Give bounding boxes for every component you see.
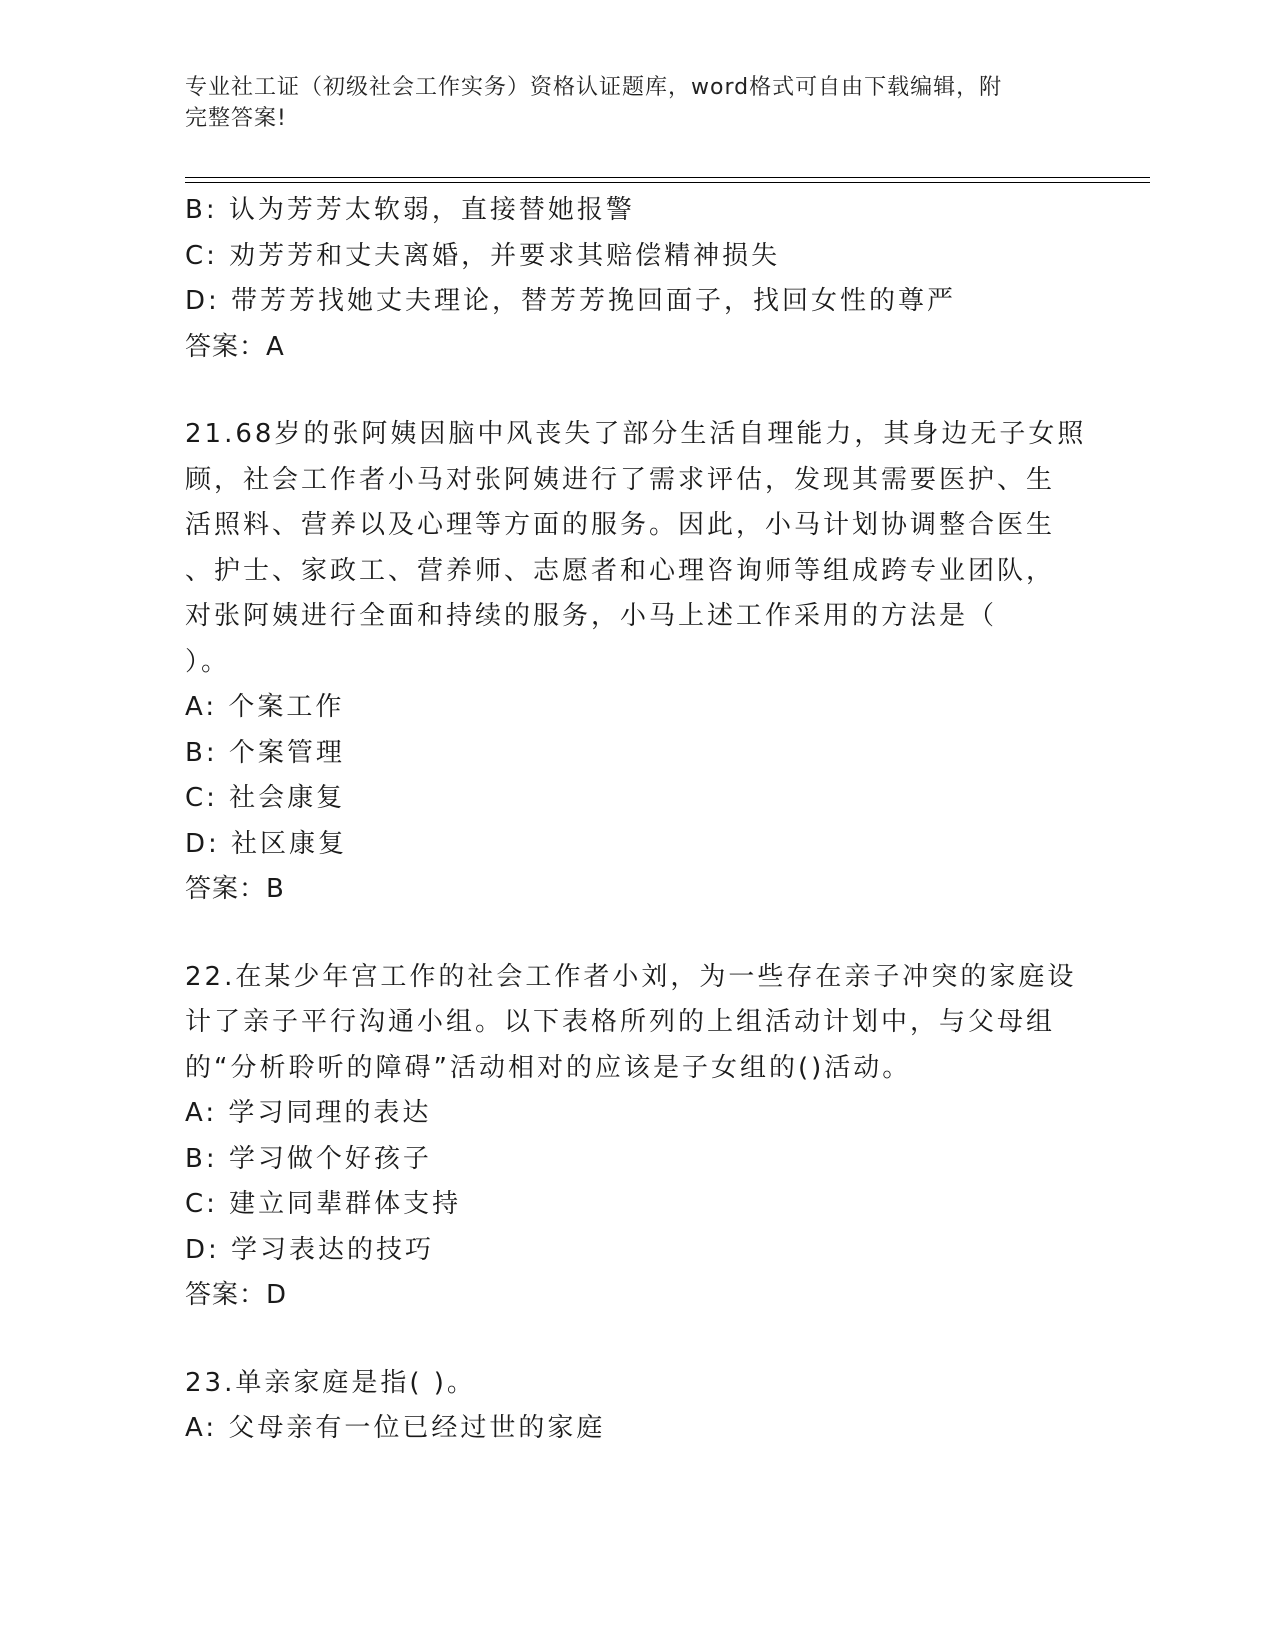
answer: 答案：A [185,331,285,362]
answer: 答案：B [185,874,285,904]
option-b: B: 个案管理 [185,737,345,768]
question-list [185,188,1085,1452]
answer: 答案：D [185,1280,288,1310]
question-stem-line: 活照料、营养以及心理等方面的服务。因此，小马计划协调整合医生 [185,510,1056,540]
question-stem-line: 对张阿姨进行全面和持续的服务，小马上述工作采用的方法是（ [185,601,998,631]
question-stem-line: 、护士、家政工、营养师、志愿者和心理咨询师等组成跨专业团队， [185,555,1056,586]
option-c: C: 劝芳芳和丈夫离婚，并要求其赔偿精神损失 [185,240,781,271]
question-stem-line: 顾，社会工作者小马对张阿姨进行了需求评估，发现其需要医护、生 [185,464,1056,495]
spacer [185,370,1085,412]
question-20 [185,188,1085,370]
option-c: C: 建立同辈群体支持 [185,1189,462,1219]
question-21 [185,412,1085,913]
option-a: A: 个案工作 [185,692,345,722]
page-header [185,72,1065,134]
question-22 [185,955,1085,1319]
question-stem-line: 22.在某少年宫工作的社会工作者小刘，为一些存在亲子冲突的家庭设 [185,961,1077,992]
question-stem-line: 21.68岁的张阿姨因脑中风丧失了部分生活自理能力，其身边无子女照 [185,419,1087,449]
spacer [185,1319,1085,1361]
option-d: D: 社区康复 [185,828,348,859]
option-b: B: 认为芳芳太软弱，直接替她报警 [185,195,635,225]
spacer [185,913,1085,955]
header-line-1: 专业社工证（初级社会工作实务）资格认证题库，word格式可自由下载编辑，附 [185,75,1003,100]
question-stem-line: 的“分析聆听的障碍”活动相对的应该是子女组的()活动。 [185,1052,912,1083]
question-stem-line: ）。 [185,646,231,677]
question-stem-line: 计了亲子平行沟通小组。以下表格所列的上组活动计划中，与父母组 [185,1007,1056,1037]
option-d: D: 学习表达的技巧 [185,1234,435,1265]
question-stem-line: 23.单亲家庭是指( )。 [185,1367,476,1398]
option-a: A: 父母亲有一位已经过世的家庭 [185,1413,606,1443]
question-23 [185,1361,1085,1452]
header-line-2: 完整答案! [185,106,287,131]
option-d: D: 带芳芳找她丈夫理论，替芳芳挽回面子，找回女性的尊严 [185,286,957,316]
option-a: A: 学习同理的表达 [185,1098,432,1128]
header-rule-top [185,177,1150,178]
option-c: C: 社会康复 [185,783,346,813]
option-b: B: 学习做个好孩子 [185,1143,432,1174]
header-rule-bottom [185,182,1150,183]
